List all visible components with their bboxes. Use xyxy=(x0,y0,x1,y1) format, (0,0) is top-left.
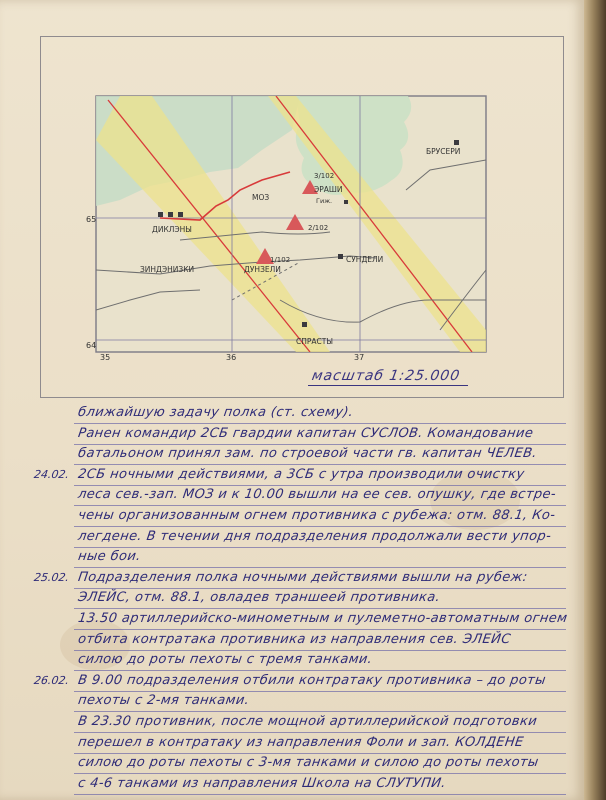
handwritten-line: леса сев.-зап. МОЗ и к 10.00 вышли на ее сев. опушку, где встре- xyxy=(77,487,558,503)
height-label: 3/102 xyxy=(314,172,335,180)
ruled-line xyxy=(74,526,566,527)
grid-number: 65 xyxy=(86,215,97,224)
place-forest: МОЗ xyxy=(252,193,270,202)
handwritten-line: ные бои. xyxy=(77,549,142,565)
map-scale: масштаб 1:25.000 xyxy=(310,368,462,384)
handwritten-line: В 9.00 подразделения отбили контратаку противника – до роты xyxy=(77,672,547,688)
place-bruceri: БРУСЕРИ xyxy=(426,147,461,156)
grid-number: 37 xyxy=(354,353,365,362)
entry-date: 26.02. xyxy=(33,673,70,687)
handwritten-line: силою до роты пехоты с тремя танками. xyxy=(77,652,374,668)
handwritten-line: 2СБ ночными действиями, а 3СБ с утра производили очистку xyxy=(77,466,526,482)
handwritten-line: перешел в контратаку из направления Фоли и зап. КОЛДЕНЕ xyxy=(77,734,525,750)
height-label: 1/102 xyxy=(270,256,291,264)
place-rashi: ЭРАШИ xyxy=(314,185,343,194)
handwritten-line: Ранен командир 2СБ гвардии капитан СУСЛОВ. Командование xyxy=(77,425,535,441)
handwritten-line: с 4-6 танками из направления Школа на СЛУТУПИ. xyxy=(77,775,447,791)
entry-date: 24.02. xyxy=(33,467,70,481)
handwritten-line: отбита контратака противника из направления сев. ЭЛЕЙС xyxy=(77,631,512,647)
place-rashi-sub: Гиж. xyxy=(316,197,333,205)
ruled-line xyxy=(74,423,566,424)
grid-number: 64 xyxy=(86,341,97,350)
ruled-line xyxy=(74,547,566,548)
ruled-line xyxy=(74,732,566,733)
handwritten-line: ближайшую задачу полка (ст. схему). xyxy=(77,405,355,420)
ruled-line xyxy=(74,629,566,630)
grid-number: 36 xyxy=(226,353,237,362)
book-binding xyxy=(584,0,606,800)
place-sundeli: СУНДЕЛИ xyxy=(346,255,384,264)
handwritten-line: В 23.30 противник, после мощной артиллерийской подготовки xyxy=(77,714,539,729)
handwritten-line: батальоном принял зам. по строевой части гв. капитан ЧЕЛЕВ. xyxy=(77,446,538,462)
place-sprasty: СПРАСТЫ xyxy=(296,337,333,346)
handwritten-line: пехоты с 2-мя танками. xyxy=(77,693,251,709)
handwritten-line: ЭЛЕЙС, отм. 88.1, овладев траншеей противника. xyxy=(77,590,442,606)
place-dikli: ДИКЛЭНЫ xyxy=(152,225,192,234)
handwritten-line: Подразделения полка ночными действиями вышли на рубеж: xyxy=(77,569,529,585)
scale-underline xyxy=(308,385,468,386)
place-dunzeli: ДУНЗЕЛИ xyxy=(244,265,281,274)
situation-map xyxy=(0,0,584,400)
handwritten-line: 13.50 артиллерийско-минометным и пулеметно-автоматным огнем xyxy=(77,611,569,626)
grid-number: 35 xyxy=(100,353,111,362)
handwritten-line: чены организованным огнем противника с рубежа: отм. 88.1, Ко- xyxy=(77,508,557,523)
ruled-line xyxy=(74,794,566,795)
entry-date: 25.02. xyxy=(33,570,70,584)
handwritten-line: силою до роты пехоты с 3-мя танками и силою до роты пехоты xyxy=(77,755,540,771)
height-label: 2/102 xyxy=(308,224,329,232)
handwritten-line: легдене. В течении дня подразделения продолжали вести упор- xyxy=(77,528,553,544)
place-zindaniski: ЗИНДЭНИЗКИ xyxy=(140,265,195,274)
